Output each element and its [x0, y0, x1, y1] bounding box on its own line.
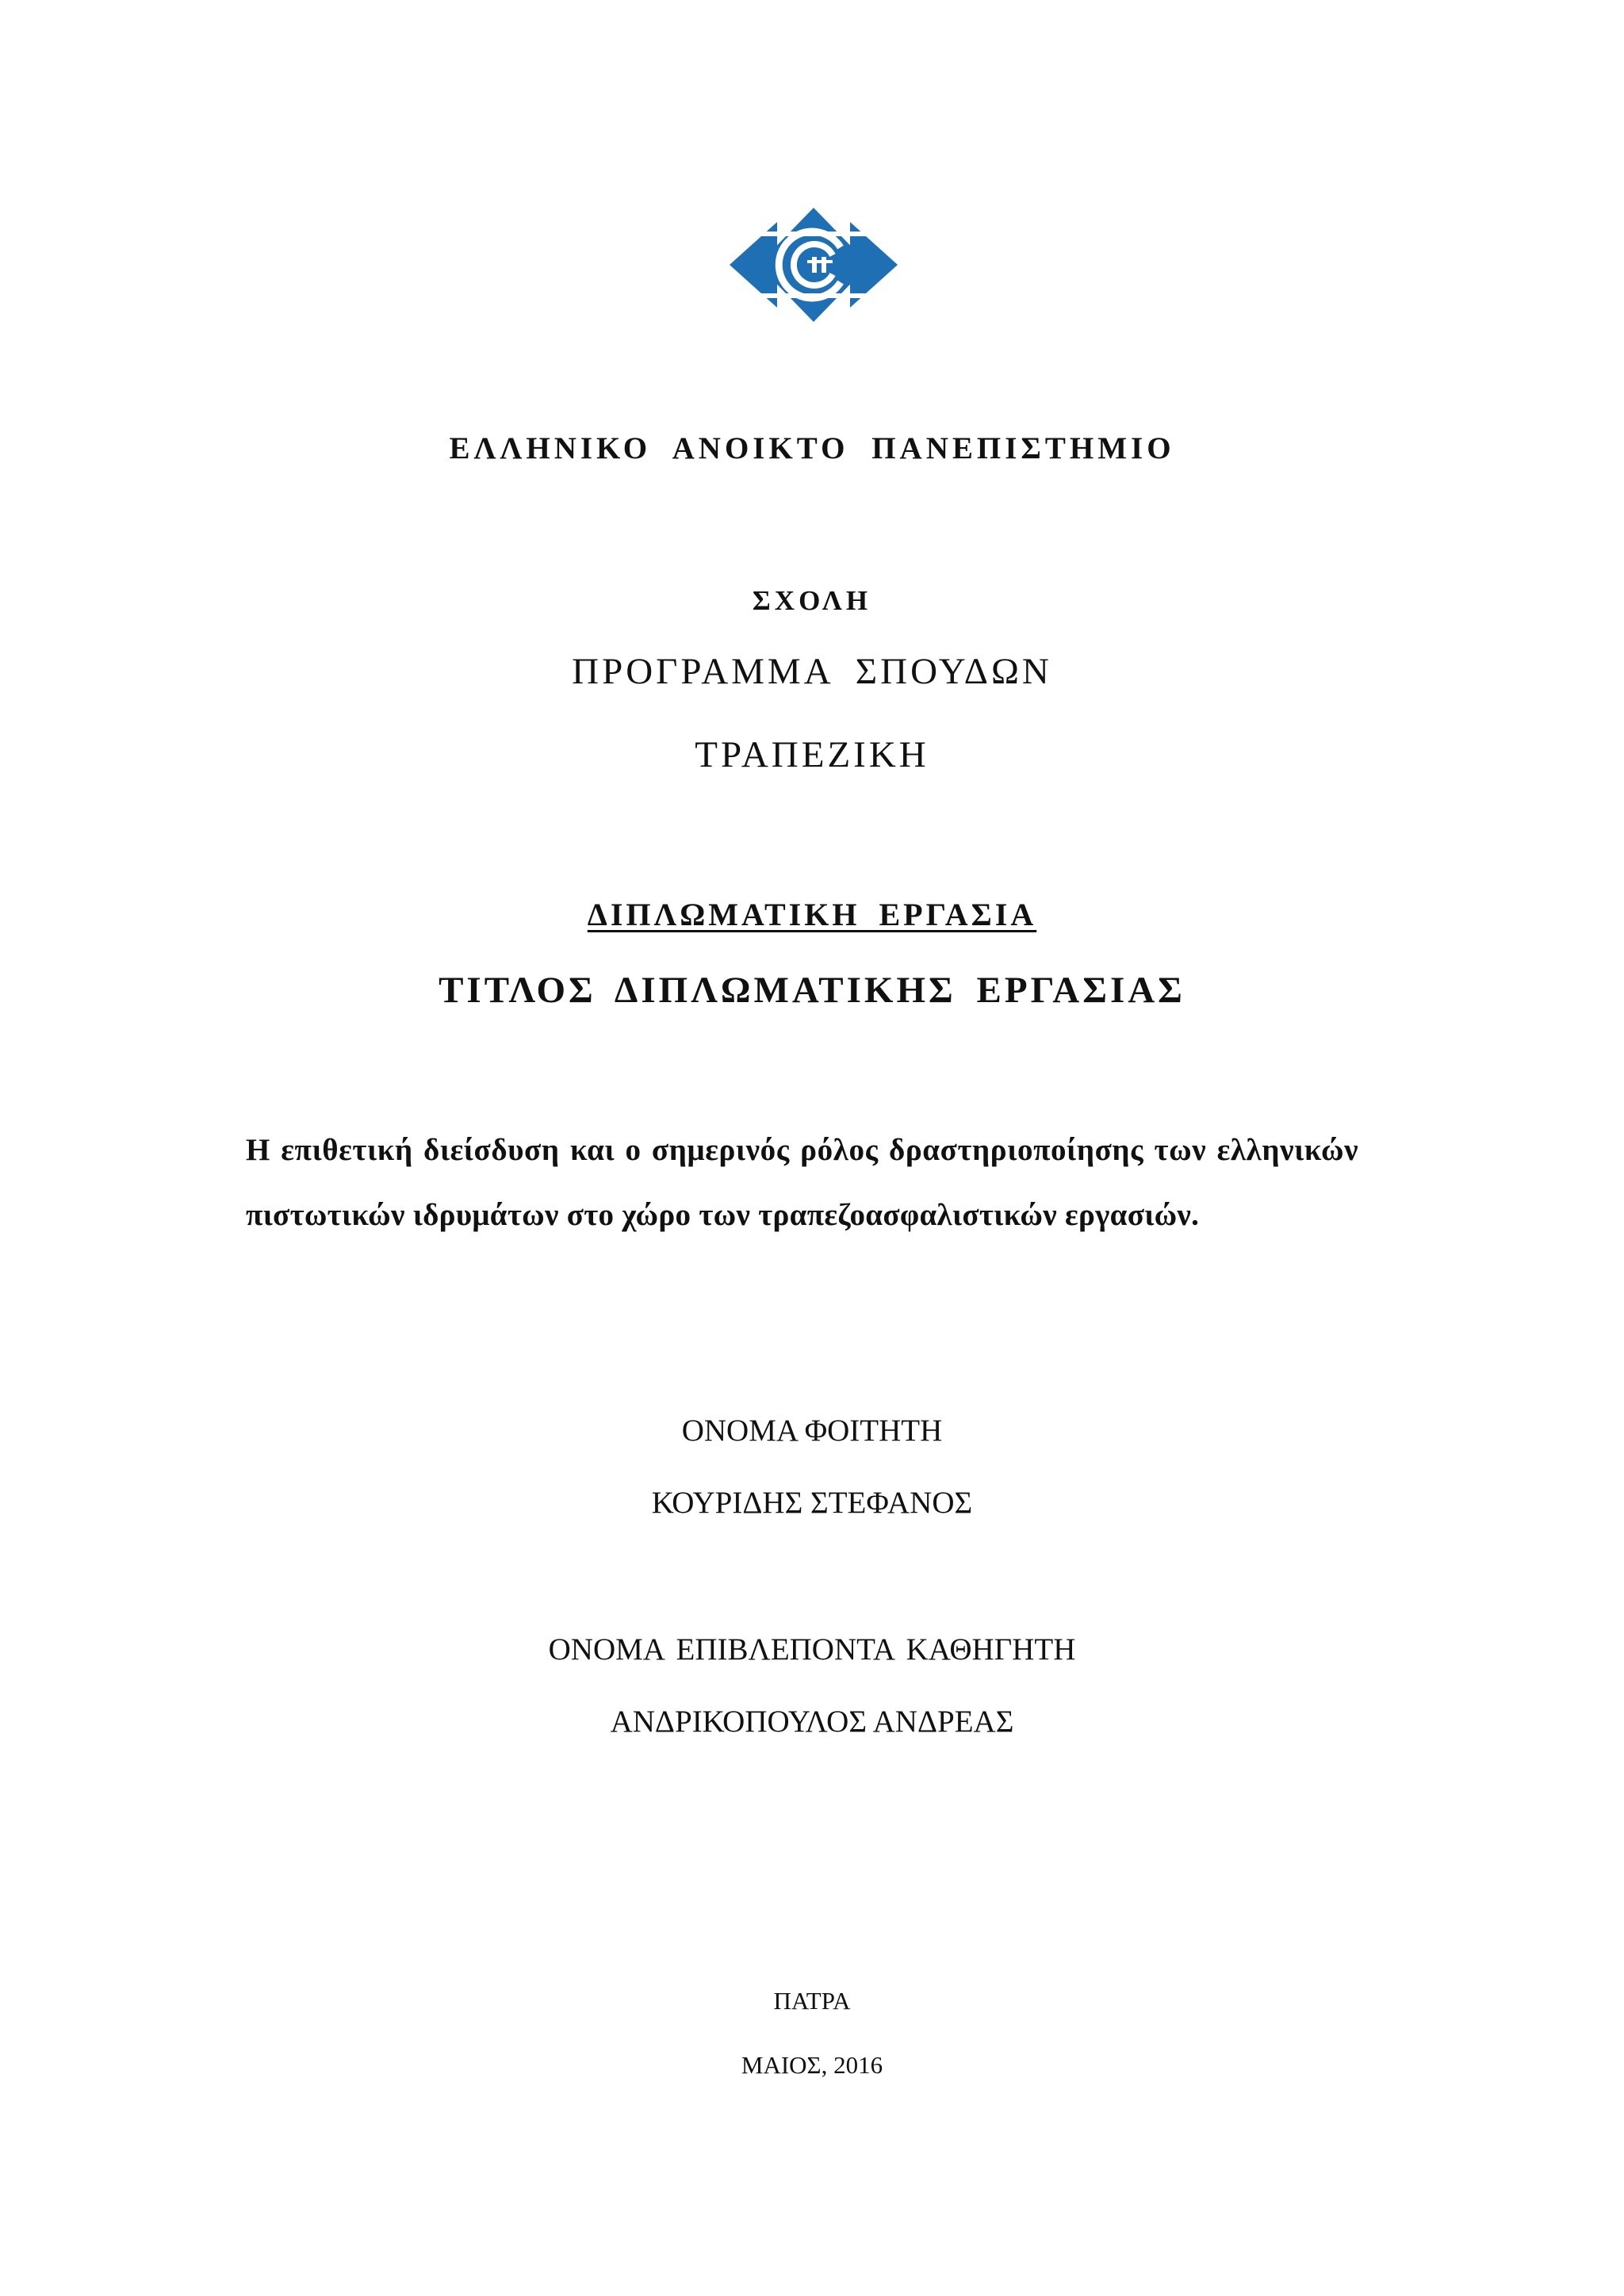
thesis-title: ΤΙΤΛΟΣ ΔΙΠΛΩΜΑΤΙΚΗΣ ΕΡΓΑΣΙΑΣ [439, 970, 1185, 1011]
supervisor-label: ΟΝΟΜΑ ΕΠΙΒΛΕΠΟΝΤΑ ΚΑΘΗΓΗΤΗ [548, 1632, 1076, 1667]
thesis-label [0, 896, 1624, 933]
thesis-label-text: ΔΙΠΛΩΜΑΤΙΚΗ ΕΡΓΑΣΙΑ [587, 897, 1037, 932]
submission-date: ΜΑΙΟΣ, 2016 [741, 2051, 883, 2079]
thesis-subtitle-line-1: Η επιθετική διείσδυση και ο σημερινός ρόλος δραστηριοποίησης των ελληνικών [246, 1133, 1359, 1167]
thesis-subtitle-line-2: πιστωτικών ιδρυμάτων στο χώρο των τραπεζοασφαλιστικών εργασιών. [246, 1198, 1200, 1232]
student-label: ΟΝΟΜΑ ΦΟΙΤΗΤΗ [681, 1414, 943, 1448]
student-name: ΚΟΥΡΙΔΗΣ ΣΤΕΦΑΝΟΣ [651, 1486, 973, 1520]
university-logo-icon [730, 208, 898, 322]
field-name: ΤΡΑΠΕΖΙΚΗ [695, 734, 929, 775]
program-label: ΠΡΟΓΡΑΜΜΑ ΣΠΟΥΔΩΝ [572, 651, 1052, 692]
university-name: ΕΛΛΗΝΙΚΟ ΑΝΟΙΚΤΟ ΠΑΝΕΠΙΣΤΗΜΙΟ [449, 431, 1175, 465]
school-label: ΣΧΟΛΗ [752, 585, 872, 616]
supervisor-name: ΑΝΔΡΙΚΟΠΟΥΛΟΣ ΑΝΔΡΕΑΣ [610, 1705, 1014, 1739]
city-name: ΠΑΤΡΑ [773, 1987, 851, 2015]
